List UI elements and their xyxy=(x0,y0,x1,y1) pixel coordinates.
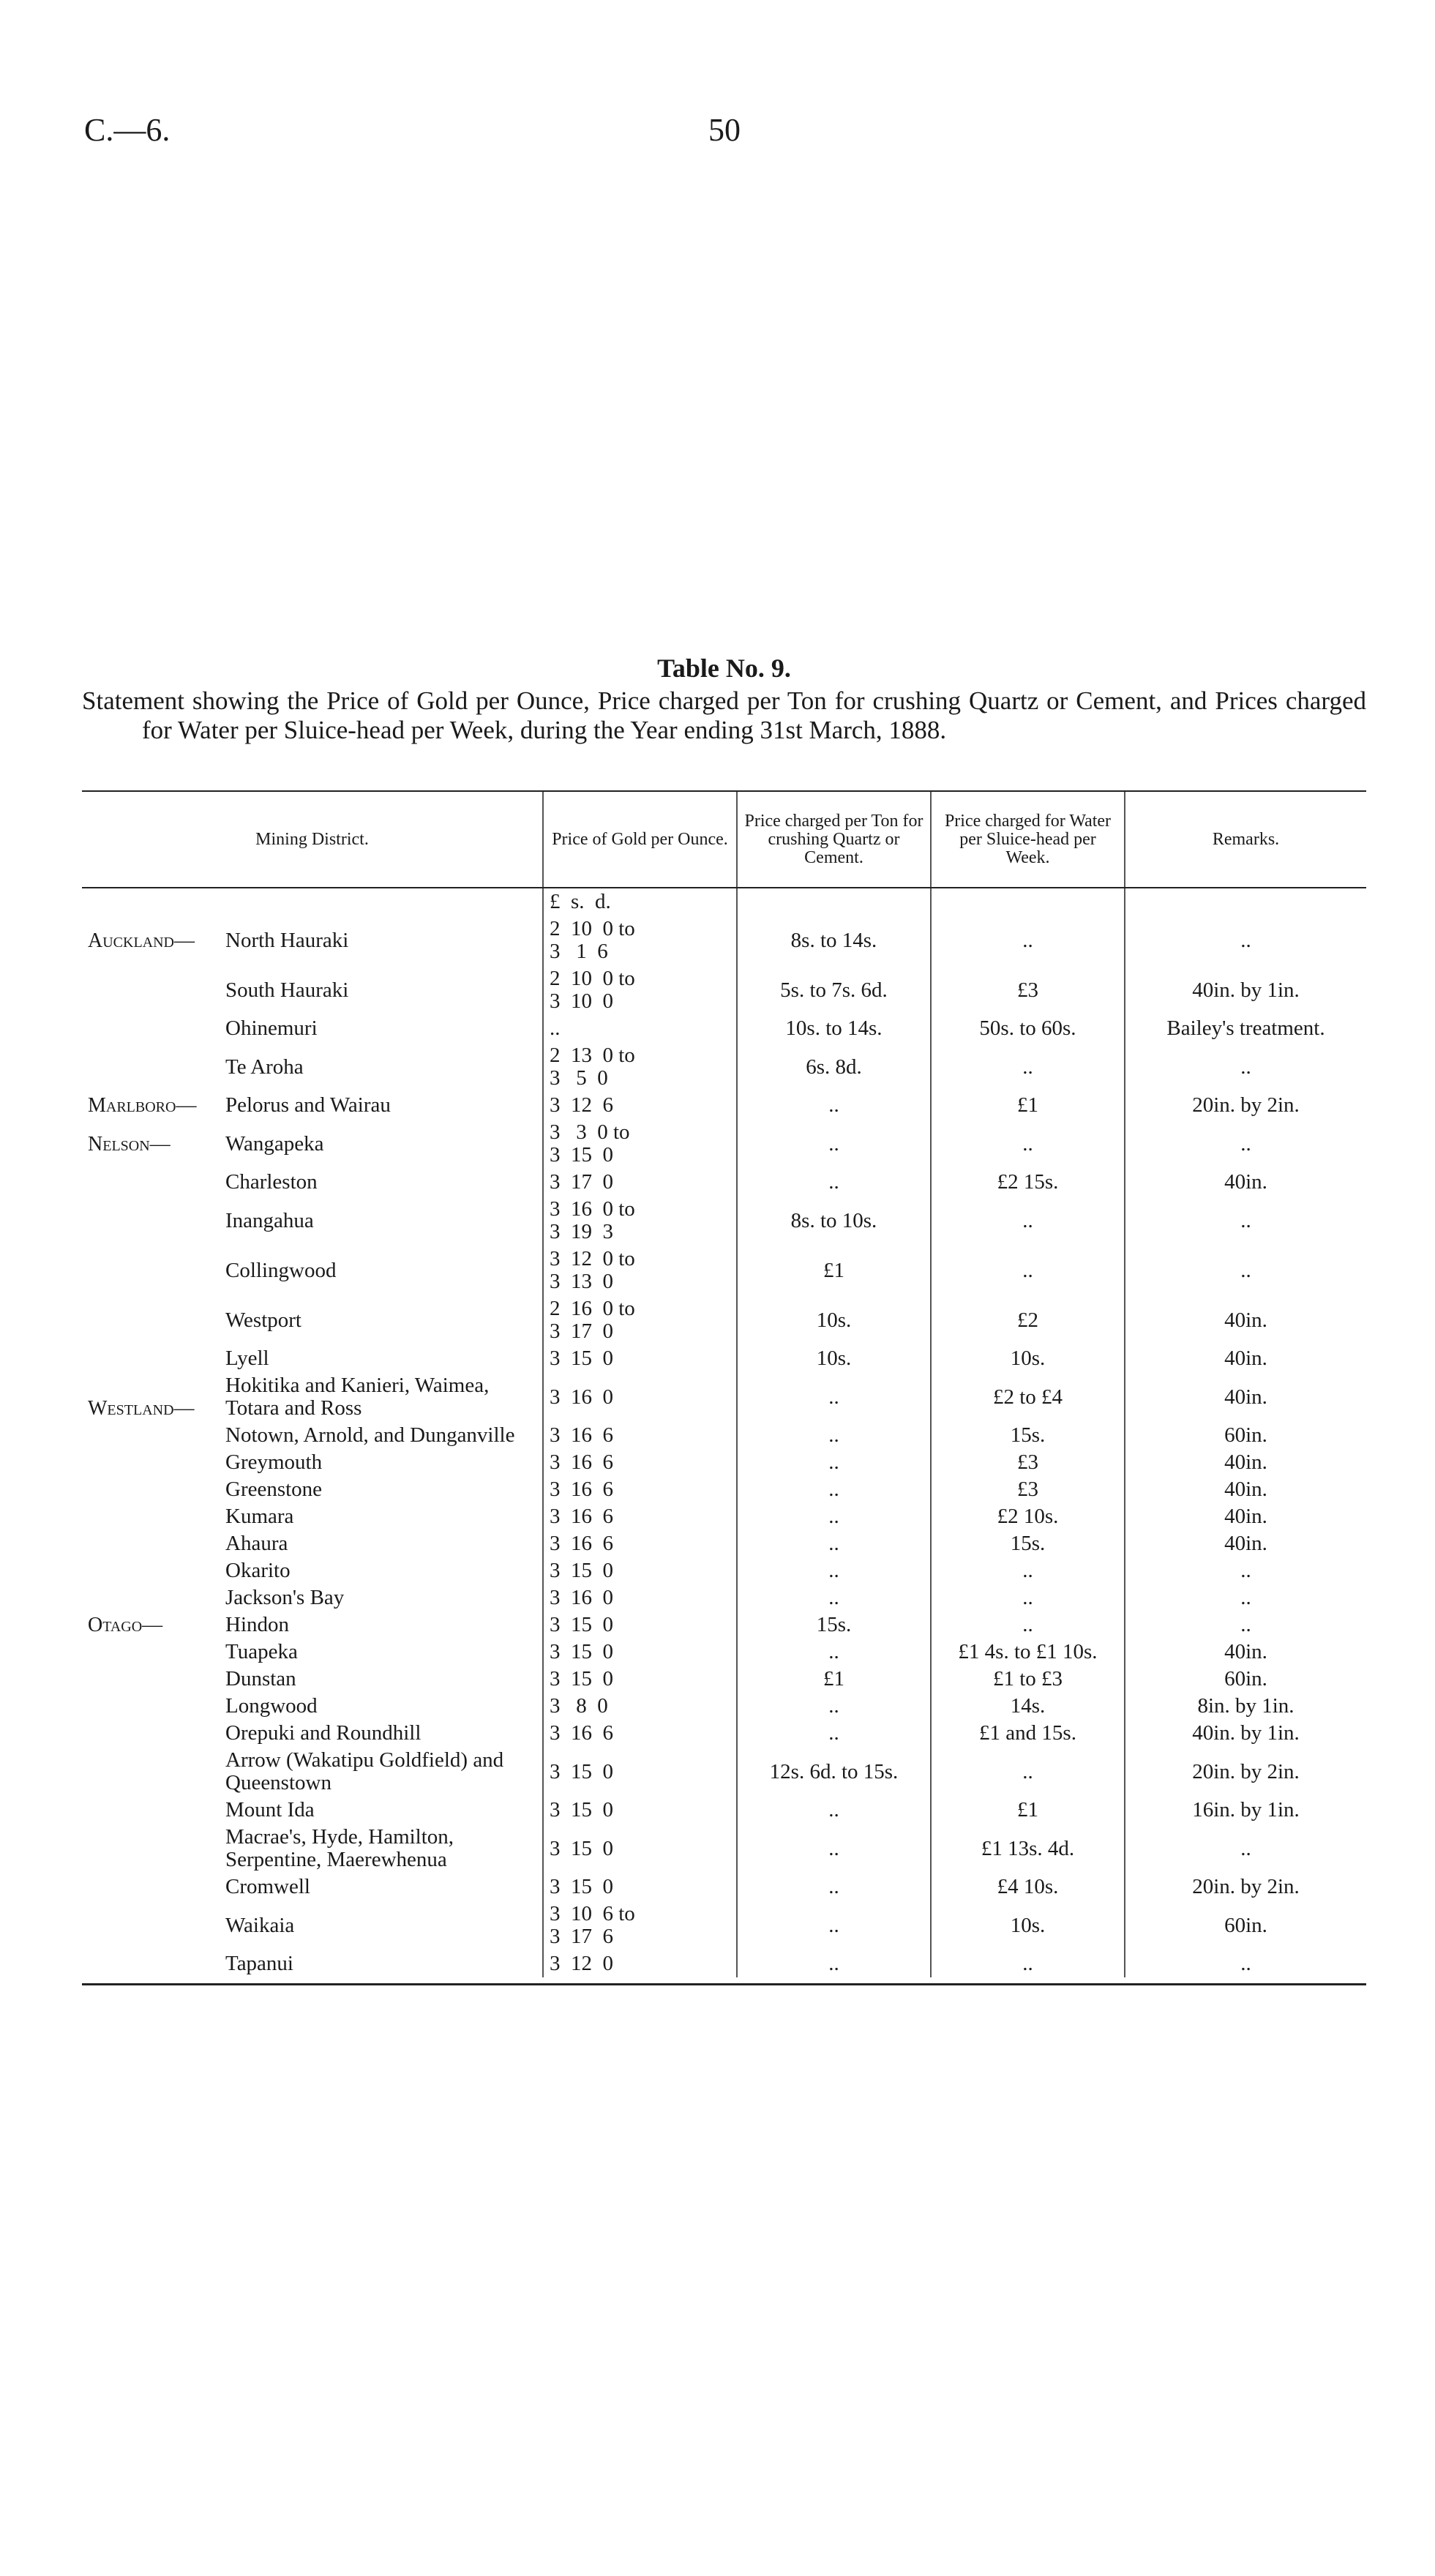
district-cell xyxy=(82,1246,543,1295)
table-row xyxy=(82,1422,1366,1449)
water-price-cell: 50s. to 60s. xyxy=(931,1015,1125,1042)
table-row xyxy=(82,1950,1366,1977)
water-price-cell: £1 xyxy=(931,1797,1125,1824)
district-cell xyxy=(82,1042,543,1092)
crushing-price-cell: .. xyxy=(737,1169,931,1196)
gold-price-line: 3 15 0 xyxy=(550,1640,613,1663)
crushing-price-cell: .. xyxy=(737,1372,931,1422)
gold-price-cell xyxy=(543,1169,737,1196)
remarks-cell: 16in. by 1in. xyxy=(1125,1797,1366,1824)
table-row xyxy=(82,1797,1366,1824)
gold-price-line: 3 15 0 xyxy=(550,1613,613,1636)
gold-price-cell xyxy=(543,1797,737,1824)
water-price-cell: £1 to £3 xyxy=(931,1666,1125,1693)
district-cell xyxy=(82,1639,543,1666)
gold-price-line: 3 15 0 xyxy=(550,1875,613,1898)
water-price-cell: .. xyxy=(931,1119,1125,1169)
water-price-cell: 10s. xyxy=(931,1901,1125,1950)
gold-price-cell xyxy=(543,1557,737,1584)
crushing-price-cell: .. xyxy=(737,1639,931,1666)
remarks-cell: .. xyxy=(1125,1557,1366,1584)
remarks-cell: 8in. by 1in. xyxy=(1125,1693,1366,1720)
gold-price-cell xyxy=(543,1015,737,1042)
gold-price-line: 2 16 0 to xyxy=(550,1297,635,1320)
water-price-cell: .. xyxy=(931,1611,1125,1639)
district-name: Notown, Arnold, and Dunganville xyxy=(225,1423,515,1447)
crushing-price-cell: .. xyxy=(737,1584,931,1611)
gold-price-cell xyxy=(543,1747,737,1797)
gold-price-cell xyxy=(543,1246,737,1295)
water-price-cell: £2 to £4 xyxy=(931,1372,1125,1422)
district-name: Greenstone xyxy=(225,1478,323,1501)
gold-price-line: 3 8 0 xyxy=(550,1694,608,1718)
gold-price-line: 3 15 0 xyxy=(550,1143,613,1167)
gold-price-cell xyxy=(543,1901,737,1950)
gold-price-cell xyxy=(543,1666,737,1693)
crushing-price-cell: .. xyxy=(737,1720,931,1747)
gold-price-cell xyxy=(543,1345,737,1372)
gold-price-cell xyxy=(543,1119,737,1169)
district-cell xyxy=(82,1196,543,1246)
district-name: Jackson's Bay xyxy=(225,1586,345,1609)
water-price-cell: £1 xyxy=(931,1092,1125,1119)
crushing-price-cell: .. xyxy=(737,1797,931,1824)
remarks-cell: 40in. xyxy=(1125,1530,1366,1557)
gold-price-cell xyxy=(543,1295,737,1345)
water-price-cell: .. xyxy=(931,1747,1125,1797)
gold-price-cell xyxy=(543,1476,737,1503)
gold-price-line: 3 16 0 xyxy=(550,1586,613,1609)
remarks-cell: 60in. xyxy=(1125,1901,1366,1950)
district-name: Tuapeka xyxy=(225,1640,298,1663)
gold-price-line: 3 5 0 xyxy=(550,1066,608,1090)
price-table xyxy=(82,790,1366,1985)
district-cell xyxy=(82,1119,543,1169)
district-name: Hindon xyxy=(225,1613,289,1636)
water-price-cell: 15s. xyxy=(931,1530,1125,1557)
gold-price-cell xyxy=(543,965,737,1015)
gold-price-line: 3 17 6 xyxy=(550,1925,613,1948)
district-name: Kumara xyxy=(225,1505,294,1528)
district-cell xyxy=(82,1422,543,1449)
remarks-cell: 20in. by 2in. xyxy=(1125,1873,1366,1901)
district-name: Westport xyxy=(225,1308,301,1332)
water-price-cell: .. xyxy=(931,1246,1125,1295)
gold-price-cell xyxy=(543,1503,737,1530)
crushing-price-cell: 10s. xyxy=(737,1295,931,1345)
district-cell xyxy=(82,1873,543,1901)
gold-price-line: 3 15 0 xyxy=(550,1798,613,1821)
remarks-cell: .. xyxy=(1125,1042,1366,1092)
district-name: Pelorus and Wairau xyxy=(225,1093,391,1117)
crushing-price-cell: 12s. 6d. to 15s. xyxy=(737,1747,931,1797)
table-row xyxy=(82,1503,1366,1530)
district-name: Te Aroha xyxy=(225,1055,304,1079)
district-cell xyxy=(82,1476,543,1503)
water-price-cell: .. xyxy=(931,1557,1125,1584)
gold-price-line: 2 10 0 to xyxy=(550,967,635,990)
gold-price-line: 3 13 0 xyxy=(550,1270,613,1293)
gold-price-cell xyxy=(543,1720,737,1747)
crushing-price-cell: .. xyxy=(737,1476,931,1503)
gold-price-cell xyxy=(543,1372,737,1422)
crushing-price-cell: .. xyxy=(737,1092,931,1119)
table-row xyxy=(82,1169,1366,1196)
crushing-price-cell: .. xyxy=(737,1119,931,1169)
remarks-cell: 40in. xyxy=(1125,1639,1366,1666)
district-name: Collingwood xyxy=(225,1258,337,1282)
crushing-price-cell: .. xyxy=(737,1873,931,1901)
gold-price-line: 3 16 6 xyxy=(550,1721,613,1745)
table-row xyxy=(82,1584,1366,1611)
district-name: Ohinemuri xyxy=(225,1016,318,1040)
water-price-cell: £1 and 15s. xyxy=(931,1720,1125,1747)
gold-price-line: 3 15 0 xyxy=(550,1667,613,1690)
table-row xyxy=(82,1693,1366,1720)
gold-price-line: 3 1 6 xyxy=(550,940,608,963)
district-cell xyxy=(82,1797,543,1824)
water-price-cell: £4 10s. xyxy=(931,1873,1125,1901)
gold-price-line: 3 3 0 to xyxy=(550,1120,630,1144)
water-price-cell: £2 10s. xyxy=(931,1503,1125,1530)
crushing-price-cell: .. xyxy=(737,1901,931,1950)
gold-price-line: 3 16 0 xyxy=(550,1385,613,1409)
gold-price-line: 3 16 6 xyxy=(550,1505,613,1528)
district-cell xyxy=(82,1557,543,1584)
crushing-price-cell: £1 xyxy=(737,1666,931,1693)
remarks-cell: 60in. xyxy=(1125,1666,1366,1693)
gold-price-line: 3 16 0 to xyxy=(550,1197,635,1221)
data-table xyxy=(82,792,1366,1977)
table-row xyxy=(82,1119,1366,1169)
col-header-crushing: Price charged per Ton for crushing Quartz or Cement. xyxy=(737,792,931,888)
district-name: Hokitika and Kanieri, Waimea, Totara and Ross xyxy=(225,1374,490,1420)
table-row xyxy=(82,965,1366,1015)
remarks-cell: 40in. xyxy=(1125,1449,1366,1476)
district-cell xyxy=(82,1530,543,1557)
remarks-cell: 20in. by 2in. xyxy=(1125,1092,1366,1119)
district-name: Longwood xyxy=(225,1694,318,1718)
crushing-price-cell: .. xyxy=(737,1950,931,1977)
crushing-price-cell: 6s. 8d. xyxy=(737,1042,931,1092)
district-name: South Hauraki xyxy=(225,978,349,1002)
region-label: Auckland— xyxy=(88,929,195,952)
gold-price-line: 3 15 0 xyxy=(550,1559,613,1582)
district-cell xyxy=(82,1092,543,1119)
crushing-price-cell: 8s. to 10s. xyxy=(737,1196,931,1246)
district-name: Greymouth xyxy=(225,1450,323,1474)
water-price-cell: 15s. xyxy=(931,1422,1125,1449)
water-price-cell: .. xyxy=(931,1950,1125,1977)
water-price-cell: £1 13s. 4d. xyxy=(931,1824,1125,1873)
district-name: Inangahua xyxy=(225,1208,314,1232)
table-row xyxy=(82,1720,1366,1747)
col-header-remarks: Remarks. xyxy=(1125,792,1366,888)
gold-price-cell xyxy=(543,916,737,965)
table-row xyxy=(82,1196,1366,1246)
water-price-cell: £2 xyxy=(931,1295,1125,1345)
remarks-cell: 20in. by 2in. xyxy=(1125,1747,1366,1797)
crushing-price-cell: 8s. to 14s. xyxy=(737,916,931,965)
header-row xyxy=(82,792,1366,888)
gold-price-line: 3 16 6 xyxy=(550,1423,613,1447)
region-label: Otago— xyxy=(88,1614,163,1636)
crushing-price-cell: £1 xyxy=(737,1246,931,1295)
district-cell xyxy=(82,1169,543,1196)
document-code: C.—6. xyxy=(84,112,171,148)
table-row xyxy=(82,1747,1366,1797)
col-header-water: Price charged for Water per Sluice-head per Week. xyxy=(931,792,1125,888)
district-name: Cromwell xyxy=(225,1875,310,1898)
gold-price-line: 3 12 6 xyxy=(550,1093,613,1117)
district-name: Wangapeka xyxy=(225,1131,324,1156)
crushing-price-cell: .. xyxy=(737,1530,931,1557)
table-row xyxy=(82,1639,1366,1666)
gold-price-line: 3 15 0 xyxy=(550,1759,613,1783)
remarks-cell: 40in. by 1in. xyxy=(1125,1720,1366,1747)
page-number: 50 xyxy=(708,112,741,148)
remarks-cell: 40in. xyxy=(1125,1372,1366,1422)
remarks-cell: Bailey's treatment. xyxy=(1125,1015,1366,1042)
remarks-cell: .. xyxy=(1125,1950,1366,1977)
district-name: Dunstan xyxy=(225,1667,296,1690)
gold-price-line: 3 10 6 to xyxy=(550,1902,635,1925)
table-row xyxy=(82,1824,1366,1873)
remarks-cell: .. xyxy=(1125,1246,1366,1295)
gold-price-line: 3 12 0 to xyxy=(550,1247,635,1270)
district-cell xyxy=(82,916,543,965)
table-title: Table No. 9. xyxy=(657,654,791,683)
remarks-cell: 40in. xyxy=(1125,1345,1366,1372)
crushing-price-cell: 10s. xyxy=(737,1345,931,1372)
table-body xyxy=(82,888,1366,1977)
water-price-cell: £3 xyxy=(931,965,1125,1015)
gold-price-cell xyxy=(543,1611,737,1639)
region-label: Westland— xyxy=(88,1397,195,1420)
gold-units: £ s. d. xyxy=(543,888,737,916)
crushing-price-cell: .. xyxy=(737,1693,931,1720)
crushing-price-cell: .. xyxy=(737,1557,931,1584)
remarks-cell: .. xyxy=(1125,1196,1366,1246)
remarks-cell: .. xyxy=(1125,1584,1366,1611)
gold-price-line: 3 16 6 xyxy=(550,1478,613,1501)
table-row xyxy=(82,1611,1366,1639)
gold-price-cell xyxy=(543,1873,737,1901)
gold-price-line: 2 10 0 to xyxy=(550,917,635,940)
district-name: Arrow (Wakatipu Goldfield) and Queenstown xyxy=(225,1748,504,1794)
district-cell xyxy=(82,1015,543,1042)
district-cell xyxy=(82,1824,543,1873)
gold-price-cell xyxy=(543,1584,737,1611)
gold-price-line: 3 16 6 xyxy=(550,1450,613,1474)
district-cell xyxy=(82,1295,543,1345)
crushing-price-cell: 10s. to 14s. xyxy=(737,1015,931,1042)
remarks-cell: .. xyxy=(1125,1824,1366,1873)
table-bottom-rule xyxy=(82,1983,1366,1985)
water-price-cell: .. xyxy=(931,1196,1125,1246)
table-row xyxy=(82,1246,1366,1295)
water-price-cell: 10s. xyxy=(931,1345,1125,1372)
district-name: Tapanui xyxy=(225,1952,293,1975)
gold-price-cell xyxy=(543,1530,737,1557)
crushing-price-cell: 15s. xyxy=(737,1611,931,1639)
district-cell xyxy=(82,1372,543,1422)
gold-price-line: 3 17 0 xyxy=(550,1319,613,1343)
water-price-cell: £3 xyxy=(931,1476,1125,1503)
remarks-cell: 40in. xyxy=(1125,1169,1366,1196)
water-price-cell: £2 15s. xyxy=(931,1169,1125,1196)
table-row xyxy=(82,1476,1366,1503)
district-cell xyxy=(82,1950,543,1977)
water-price-cell: .. xyxy=(931,1584,1125,1611)
table-row xyxy=(82,1901,1366,1950)
table-row xyxy=(82,1557,1366,1584)
gold-price-cell xyxy=(543,1422,737,1449)
gold-price-line: 3 16 6 xyxy=(550,1532,613,1555)
district-cell xyxy=(82,1345,543,1372)
units-row xyxy=(82,888,1366,916)
remarks-cell: 60in. xyxy=(1125,1422,1366,1449)
region-label: Nelson— xyxy=(88,1132,171,1156)
gold-price-cell xyxy=(543,1950,737,1977)
crushing-price-cell: .. xyxy=(737,1824,931,1873)
district-name: Waikaia xyxy=(225,1913,295,1937)
remarks-cell: 40in. xyxy=(1125,1295,1366,1345)
gold-price-line: 3 15 0 xyxy=(550,1347,613,1370)
gold-price-line: 3 19 3 xyxy=(550,1220,613,1243)
district-cell xyxy=(82,1449,543,1476)
district-name: Mount Ida xyxy=(225,1798,315,1821)
gold-price-line: 3 12 0 xyxy=(550,1952,613,1975)
district-cell xyxy=(82,1503,543,1530)
crushing-price-cell: .. xyxy=(737,1422,931,1449)
district-cell xyxy=(82,1611,543,1639)
district-cell xyxy=(82,965,543,1015)
remarks-cell: 40in. xyxy=(1125,1503,1366,1530)
gold-price-line: 3 17 0 xyxy=(550,1170,613,1194)
gold-price-cell xyxy=(543,1449,737,1476)
table-statement: Statement showing the Price of Gold per Ounce, Price charged per Ton for crushing Quartz or Cement, and Prices charged for Water per Sluice-head per Week, during the Year ending 31st March, 1888. xyxy=(82,686,1366,744)
district-cell xyxy=(82,1901,543,1950)
table-caption xyxy=(82,653,1366,745)
district-cell xyxy=(82,1720,543,1747)
gold-price-line: .. xyxy=(550,1016,561,1040)
table-row xyxy=(82,1530,1366,1557)
table-row xyxy=(82,1042,1366,1092)
water-price-cell: .. xyxy=(931,1042,1125,1092)
remarks-cell: .. xyxy=(1125,1611,1366,1639)
district-name: Okarito xyxy=(225,1559,291,1582)
gold-price-line: 2 13 0 to xyxy=(550,1044,635,1067)
table-row xyxy=(82,916,1366,965)
district-cell xyxy=(82,1693,543,1720)
remarks-cell: 40in. by 1in. xyxy=(1125,965,1366,1015)
water-price-cell: £3 xyxy=(931,1449,1125,1476)
table-row xyxy=(82,1666,1366,1693)
crushing-price-cell: 5s. to 7s. 6d. xyxy=(737,965,931,1015)
crushing-price-cell: .. xyxy=(737,1503,931,1530)
gold-price-cell xyxy=(543,1693,737,1720)
table-row xyxy=(82,1092,1366,1119)
water-price-cell: .. xyxy=(931,916,1125,965)
col-header-district: Mining District. xyxy=(82,792,543,888)
district-cell xyxy=(82,1666,543,1693)
district-name: North Hauraki xyxy=(225,928,349,952)
district-name: Ahaura xyxy=(225,1532,288,1555)
district-cell xyxy=(82,1584,543,1611)
table-row xyxy=(82,1015,1366,1042)
district-name: Orepuki and Roundhill xyxy=(225,1721,421,1745)
gold-price-cell xyxy=(543,1092,737,1119)
table-row xyxy=(82,1449,1366,1476)
gold-price-cell xyxy=(543,1824,737,1873)
crushing-price-cell: .. xyxy=(737,1449,931,1476)
gold-price-line: 3 10 0 xyxy=(550,989,613,1013)
table-row xyxy=(82,1873,1366,1901)
remarks-cell: .. xyxy=(1125,1119,1366,1169)
region-label: Marlboro— xyxy=(88,1094,197,1117)
remarks-cell: 40in. xyxy=(1125,1476,1366,1503)
table-row xyxy=(82,1372,1366,1422)
gold-price-cell xyxy=(543,1196,737,1246)
water-price-cell: £1 4s. to £1 10s. xyxy=(931,1639,1125,1666)
col-header-gold: Price of Gold per Ounce. xyxy=(543,792,737,888)
water-price-cell: 14s. xyxy=(931,1693,1125,1720)
district-name: Macrae's, Hyde, Hamilton, Serpentine, Maerewhenua xyxy=(225,1825,454,1871)
district-name: Lyell xyxy=(225,1347,269,1370)
table-row xyxy=(82,1345,1366,1372)
gold-price-cell xyxy=(543,1639,737,1666)
gold-price-cell xyxy=(543,1042,737,1092)
remarks-cell: .. xyxy=(1125,916,1366,965)
gold-price-line: 3 15 0 xyxy=(550,1836,613,1860)
table-row xyxy=(82,1295,1366,1345)
district-cell xyxy=(82,1747,543,1797)
district-name: Charleston xyxy=(225,1170,318,1194)
